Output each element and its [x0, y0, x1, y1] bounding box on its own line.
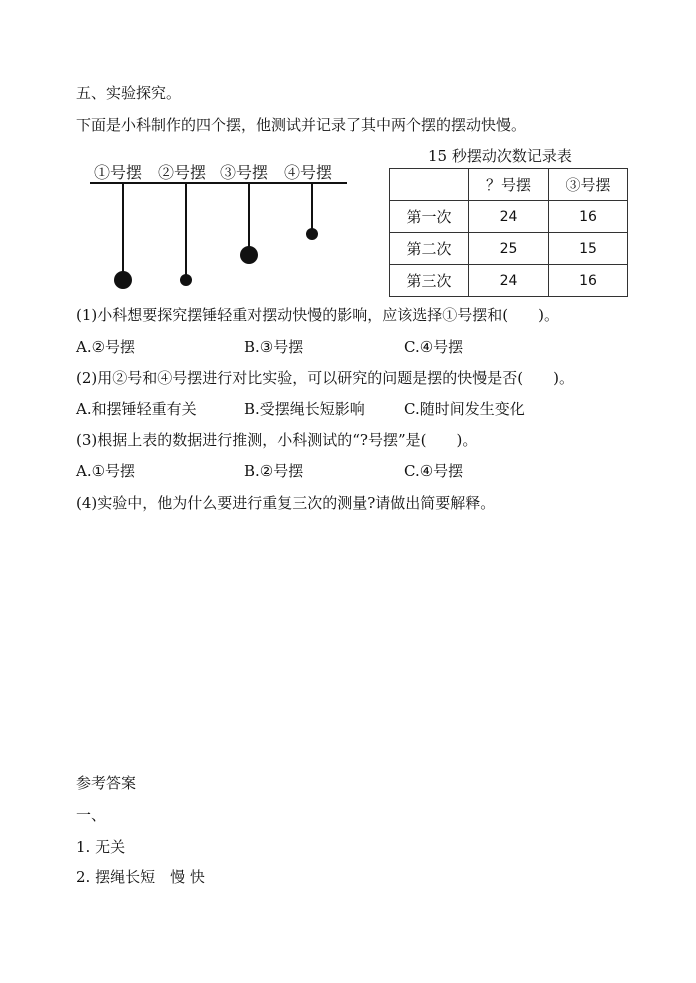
section-title: 五、实验探究。 — [76, 84, 182, 102]
pendulum-drawing — [90, 150, 360, 295]
answers-title: 参考答案 — [76, 774, 137, 792]
q3-option-a: A.①号摆 — [76, 462, 136, 480]
pendulum-1-bob — [114, 271, 132, 289]
answers-section: 一、 — [76, 806, 107, 824]
pendulum-figure — [90, 150, 360, 295]
table-title: 15 秒摆动次数记录表 — [428, 147, 572, 165]
table-header-row — [390, 169, 628, 201]
table-cell: 16 — [549, 265, 628, 297]
table-cell: 16 — [549, 201, 628, 233]
table-cell: 24 — [469, 201, 549, 233]
q2-option-b: B.受摆绳长短影响 — [244, 400, 365, 418]
table-header-cell — [390, 169, 469, 201]
pendulum-label-1: ①号摆 — [94, 163, 143, 182]
table-header-cell: ③号摆 — [549, 169, 628, 201]
table-cell: 15 — [549, 233, 628, 265]
record-table — [389, 168, 628, 297]
table-row — [390, 201, 628, 233]
table-cell: 24 — [469, 265, 549, 297]
table-cell: 第二次 — [390, 233, 469, 265]
q1-option-b: B.③号摆 — [244, 338, 304, 356]
pendulum-label-2: ②号摆 — [158, 163, 207, 182]
table-cell: 25 — [469, 233, 549, 265]
q3-option-c: C.④号摆 — [404, 462, 464, 480]
pendulum-label-4: ④号摆 — [284, 163, 333, 182]
table-header-cell: ？号摆 — [469, 169, 549, 201]
pendulum-label-3: ③号摆 — [220, 163, 269, 182]
pendulum-4-bob — [306, 228, 318, 240]
q1-option-a: A.②号摆 — [76, 338, 136, 356]
question-1: (1)小科想要探究摆锤轻重对摆动快慢的影响，应该选择①号摆和( )。 — [76, 306, 559, 324]
table-row — [390, 265, 628, 297]
question-2: (2)用②号和④号摆进行对比实验，可以研究的问题是摆的快慢是否( )。 — [76, 369, 574, 387]
question-3: (3)根据上表的数据进行推测，小科测试的“?号摆”是( )。 — [76, 431, 478, 449]
intro-text: 下面是小科制作的四个摆，他测试并记录了其中两个摆的摆动快慢。 — [76, 116, 527, 134]
q2-option-a: A.和摆锤轻重有关 — [76, 400, 197, 418]
q1-option-c: C.④号摆 — [404, 338, 464, 356]
table-row — [390, 233, 628, 265]
pendulum-2-bob — [180, 274, 192, 286]
table-cell: 第一次 — [390, 201, 469, 233]
pendulum-3-bob — [240, 246, 258, 264]
table-cell: 第三次 — [390, 265, 469, 297]
q2-option-c: C.随时间发生变化 — [404, 400, 525, 418]
answer-item: 1. 无关 — [76, 838, 126, 856]
question-4: (4)实验中，他为什么要进行重复三次的测量?请做出简要解释。 — [76, 494, 496, 512]
q3-option-b: B.②号摆 — [244, 462, 304, 480]
answer-item: 2. 摆绳长短 慢 快 — [76, 868, 205, 886]
